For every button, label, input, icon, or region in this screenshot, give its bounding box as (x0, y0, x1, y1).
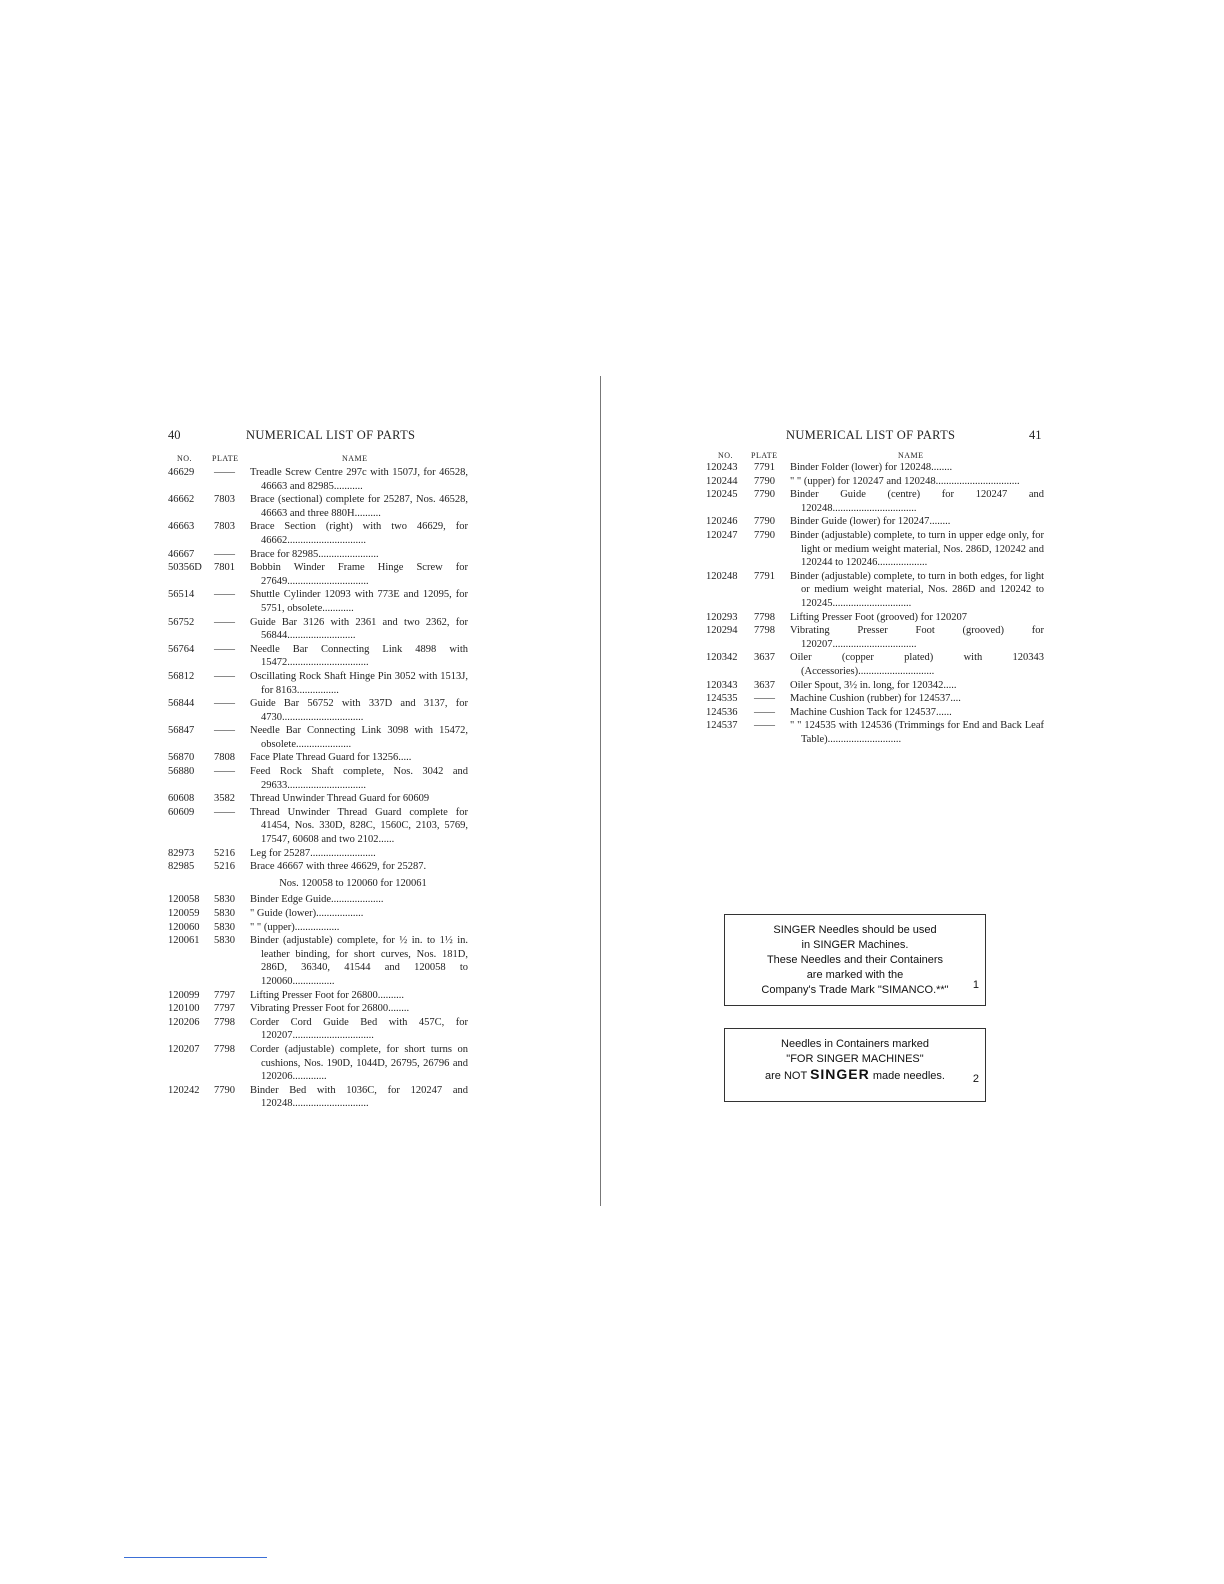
plate-number: —— (754, 706, 775, 718)
page-gutter-line (600, 376, 601, 1206)
plate-number: —— (214, 616, 235, 628)
col-name: NAME (898, 451, 924, 460)
plate-number: 5830 (214, 894, 235, 906)
part-number: 56764 (168, 643, 195, 655)
table-row (706, 488, 1044, 515)
table-row (168, 548, 468, 562)
part-name: Binder Folder (lower) for 120248........ (790, 462, 953, 473)
table-row (706, 475, 1044, 489)
part-name: Lifting Presser Foot for 26800.......... (250, 989, 404, 1001)
part-number: 56844 (168, 698, 195, 710)
plate-number: 7808 (214, 752, 235, 764)
part-number: 124535 (706, 693, 738, 705)
table-row (706, 529, 1044, 570)
part-name: " " 124535 with 124536 (Trimmings for End and Back Leaf Table)............................ (790, 720, 1044, 745)
plate-number: 5216 (214, 847, 235, 859)
part-name: Binder Bed with 1036C, for 120247 and 120248............................. (250, 1084, 468, 1110)
notice-text: made needles. (872, 1070, 945, 1082)
plate-number: —— (214, 589, 235, 601)
singer-brand: SINGER (810, 1066, 870, 1082)
part-name: Leg for 25287......................... (250, 847, 376, 859)
plate-number: 7798 (754, 625, 775, 637)
page-header: NUMERICAL LIST OF PARTS (246, 428, 416, 442)
table-row (706, 570, 1044, 611)
part-name: Face Plate Thread Guard for 13256..... (250, 752, 412, 764)
plate-number: 3637 (754, 652, 775, 664)
plate-number: 7790 (214, 1084, 235, 1096)
part-number: 120342 (706, 652, 738, 664)
part-name: Oscillating Rock Shaft Hinge Pin 3052 with 1513J, for 8163................ (250, 670, 468, 696)
plate-number: 7790 (754, 475, 775, 487)
part-number: 56752 (168, 616, 195, 628)
table-row (168, 1016, 468, 1043)
plate-number: 7790 (754, 489, 775, 501)
part-number: 46629 (168, 467, 195, 478)
part-number: 120242 (168, 1084, 200, 1096)
plate-number: 7797 (214, 989, 235, 1001)
part-name: Feed Rock Shaft complete, Nos. 3042 and 29633.............................. (250, 766, 468, 791)
table-row (706, 719, 1044, 746)
col-name: NAME (342, 454, 368, 463)
notice-line: "FOR SINGER MACHINES" (786, 1053, 924, 1065)
part-name: Vibrating Presser Foot for 26800........ (250, 1003, 410, 1015)
part-number: 56847 (168, 725, 195, 737)
footnote-ref: 2 (972, 1073, 979, 1085)
part-name: Brace for 82985....................... (250, 548, 379, 560)
table-row (706, 692, 1044, 706)
col-plate: PLATE (212, 454, 239, 463)
plate-number: 7798 (214, 1043, 235, 1055)
part-number: 50356D (168, 562, 202, 574)
plate-number: 5830 (214, 908, 235, 919)
table-row (168, 588, 468, 615)
part-name: Binder Guide (lower) for 120247........ (790, 516, 951, 528)
singer-needles-notice (724, 914, 986, 1006)
part-number: 124537 (706, 720, 738, 732)
part-number: 120244 (706, 475, 738, 487)
plate-number: —— (754, 720, 775, 732)
plate-number: —— (214, 806, 235, 818)
part-name: Machine Cushion Tack for 124537...... (790, 706, 952, 718)
table-row (168, 643, 468, 670)
table-row (706, 679, 1044, 693)
part-number: 56870 (168, 752, 195, 764)
notice-line: SINGER Needles should be used (773, 924, 937, 936)
part-name: Thread Unwinder Thread Guard complete for 41454, Nos. 330D, 828C, 1560C, 2103, 5769, 17547, 60608 and two 2102...... (250, 806, 468, 846)
col-no: NO. (718, 451, 734, 460)
table-row (168, 934, 468, 988)
plate-number: —— (214, 643, 235, 655)
col-plate: PLATE (751, 451, 778, 460)
plate-number: —— (214, 548, 235, 560)
part-number: 120059 (168, 908, 200, 919)
part-name: Lifting Presser Foot (grooved) for 120207 (790, 611, 968, 623)
part-number: 120207 (168, 1043, 200, 1055)
plate-number: —— (214, 725, 235, 737)
section-title: Nos. 120058 to 120060 for 120061 (279, 877, 427, 889)
part-name: Binder Guide (centre) for 120247 and 120248................................ (790, 489, 1044, 514)
part-name: " " (upper)................. (250, 921, 340, 933)
plate-number: 5830 (214, 935, 235, 947)
scan-edge-line (124, 1557, 267, 1558)
part-name: Shuttle Cylinder 12093 with 773E and 12095, for 5751, obsolete............ (250, 589, 468, 614)
part-number: 120099 (168, 989, 200, 1001)
part-number: 120206 (168, 1016, 200, 1028)
plate-number: 7790 (754, 516, 775, 528)
table-row (168, 907, 468, 921)
part-number: 120061 (168, 935, 200, 947)
plate-number: 7801 (214, 562, 235, 574)
page-number: 41 (1029, 428, 1042, 442)
table-row (168, 893, 468, 907)
part-name: Needle Bar Connecting Link 4898 with 15472............................... (250, 643, 468, 669)
table-row (168, 724, 468, 751)
table-row (168, 520, 468, 547)
notice-line: are marked with the (806, 969, 904, 981)
notice-text: are NOT (765, 1070, 807, 1082)
plate-number: 5830 (214, 921, 235, 933)
table-row (168, 1084, 468, 1111)
part-number: 56880 (168, 766, 195, 778)
part-name: Machine Cushion (rubber) for 124537.... (790, 693, 961, 705)
table-row (168, 765, 468, 792)
table-row (706, 515, 1044, 529)
table-row (168, 921, 468, 935)
part-number: 120060 (168, 921, 200, 933)
part-number: 46662 (168, 494, 195, 506)
page-number: 40 (168, 428, 181, 442)
part-number: 120100 (168, 1003, 200, 1015)
table-row (168, 561, 468, 588)
part-name: Oiler (copper plated) with 120343 (Accessories)............................. (790, 652, 1044, 677)
plate-number: 3582 (214, 793, 235, 805)
containers-notice (724, 1028, 986, 1102)
part-name: Brace 46667 with three 46629, for 25287. (250, 861, 427, 873)
part-number: 120246 (706, 516, 738, 528)
part-name: Treadle Screw Centre 297c with 1507J, for 46528, 46663 and 82985........... (250, 467, 468, 492)
table-row (168, 806, 468, 847)
part-number: 120343 (706, 679, 738, 691)
part-number: 120247 (706, 529, 738, 541)
part-name: Thread Unwinder Thread Guard for 60609 (250, 793, 430, 805)
part-name: Guide Bar 3126 with 2361 and two 2362, for 56844.......................... (250, 616, 468, 642)
table-row (168, 792, 468, 806)
table-row (168, 697, 468, 724)
col-no: NO. (177, 454, 193, 463)
page-header: NUMERICAL LIST OF PARTS (786, 428, 956, 442)
plate-number: —— (214, 670, 235, 682)
table-row (168, 847, 468, 861)
table-row (168, 1002, 468, 1016)
part-number: 120243 (706, 462, 738, 473)
plate-number: 7798 (754, 611, 775, 623)
part-name: " " (upper) for 120247 and 120248................................ (790, 475, 1020, 487)
table-row (706, 706, 1044, 720)
parts-list (706, 461, 1044, 746)
plate-number: —— (214, 766, 235, 778)
part-number: 124536 (706, 706, 738, 718)
notice-line: Company's Trade Mark "SIMANCO.**" (761, 984, 949, 996)
part-number: 120058 (168, 894, 200, 906)
footnote-ref: 1 (972, 979, 979, 991)
part-name: Corder (adjustable) complete, for short turns on cushions, Nos. 190D, 1044D, 26795, 26796 and 120206............. (250, 1043, 468, 1083)
part-name: Binder (adjustable) complete, for ½ in. to 1½ in. leather binding, for short curves, Nos. 181D, 286D, 36340, 41544 and 120058 to 120060................ (250, 935, 468, 987)
part-name: Brace Section (right) with two 46629, for 46662.............................. (250, 521, 468, 546)
part-name: Binder (adjustable) complete, to turn in upper edge only, for light or medium weight material, Nos. 286D, 120242 and 120244 to 120246................... (790, 529, 1044, 569)
part-number: 60608 (168, 793, 195, 805)
table-row (706, 651, 1044, 678)
plate-number: 7803 (214, 494, 235, 506)
part-number: 60609 (168, 806, 195, 818)
part-name: Corder Cord Guide Bed with 457C, for 120207............................... (250, 1016, 468, 1042)
part-number: 46667 (168, 548, 195, 560)
part-number: 120248 (706, 570, 738, 582)
table-row (168, 466, 468, 493)
part-number: 120293 (706, 611, 738, 623)
notice-line: in SINGER Machines. (801, 939, 909, 951)
part-number: 82985 (168, 861, 195, 873)
parts-list (168, 466, 468, 1111)
table-row (706, 461, 1044, 475)
part-name: Oiler Spout, 3½ in. long, for 120342..... (790, 679, 957, 691)
plate-number: 7803 (214, 521, 235, 533)
part-number: 46663 (168, 521, 195, 533)
table-row (168, 860, 468, 874)
part-number: 56812 (168, 670, 195, 682)
part-name: Binder (adjustable) complete, to turn in both edges, for light or medium weight material, Nos. 286D and 120242 to 120245.............................. (790, 570, 1044, 609)
part-number: 82973 (168, 847, 195, 859)
table-row (168, 751, 468, 765)
table-row (168, 493, 468, 520)
notice-line: These Needles and their Containers (766, 954, 944, 966)
part-name: Binder Edge Guide.................... (250, 894, 384, 906)
table-row (168, 670, 468, 697)
part-number: 120294 (706, 625, 738, 637)
plate-number: 7790 (754, 529, 775, 541)
plate-number: —— (214, 698, 235, 710)
notice-line: Needles in Containers marked (781, 1038, 929, 1050)
part-number: 120245 (706, 489, 738, 501)
plate-number: 7797 (214, 1003, 235, 1015)
table-row (706, 611, 1044, 625)
plate-number: 7798 (214, 1016, 235, 1028)
part-name: " Guide (lower).................. (250, 908, 364, 919)
part-name: Vibrating Presser Foot (grooved) for 120207................................ (790, 625, 1044, 650)
table-row (168, 989, 468, 1003)
part-name: Brace (sectional) complete for 25287, Nos. 46528, 46663 and three 880H.......... (250, 494, 468, 519)
table-row (168, 1043, 468, 1084)
part-name: Guide Bar 56752 with 337D and 3137, for 4730............................... (250, 698, 468, 723)
part-name: Bobbin Winder Frame Hinge Screw for 27649............................... (250, 562, 468, 587)
part-name: Needle Bar Connecting Link 3098 with 15472, obsolete..................... (250, 725, 468, 750)
table-row (168, 616, 468, 643)
part-number: 56514 (168, 589, 195, 601)
plate-number: 7791 (754, 570, 775, 582)
plate-number: —— (754, 693, 775, 705)
plate-number: 5216 (214, 861, 235, 873)
plate-number: 3637 (754, 679, 775, 691)
notice-line (725, 1067, 985, 1084)
plate-number: —— (214, 467, 235, 478)
table-row (706, 624, 1044, 651)
plate-number: 7791 (754, 462, 775, 473)
